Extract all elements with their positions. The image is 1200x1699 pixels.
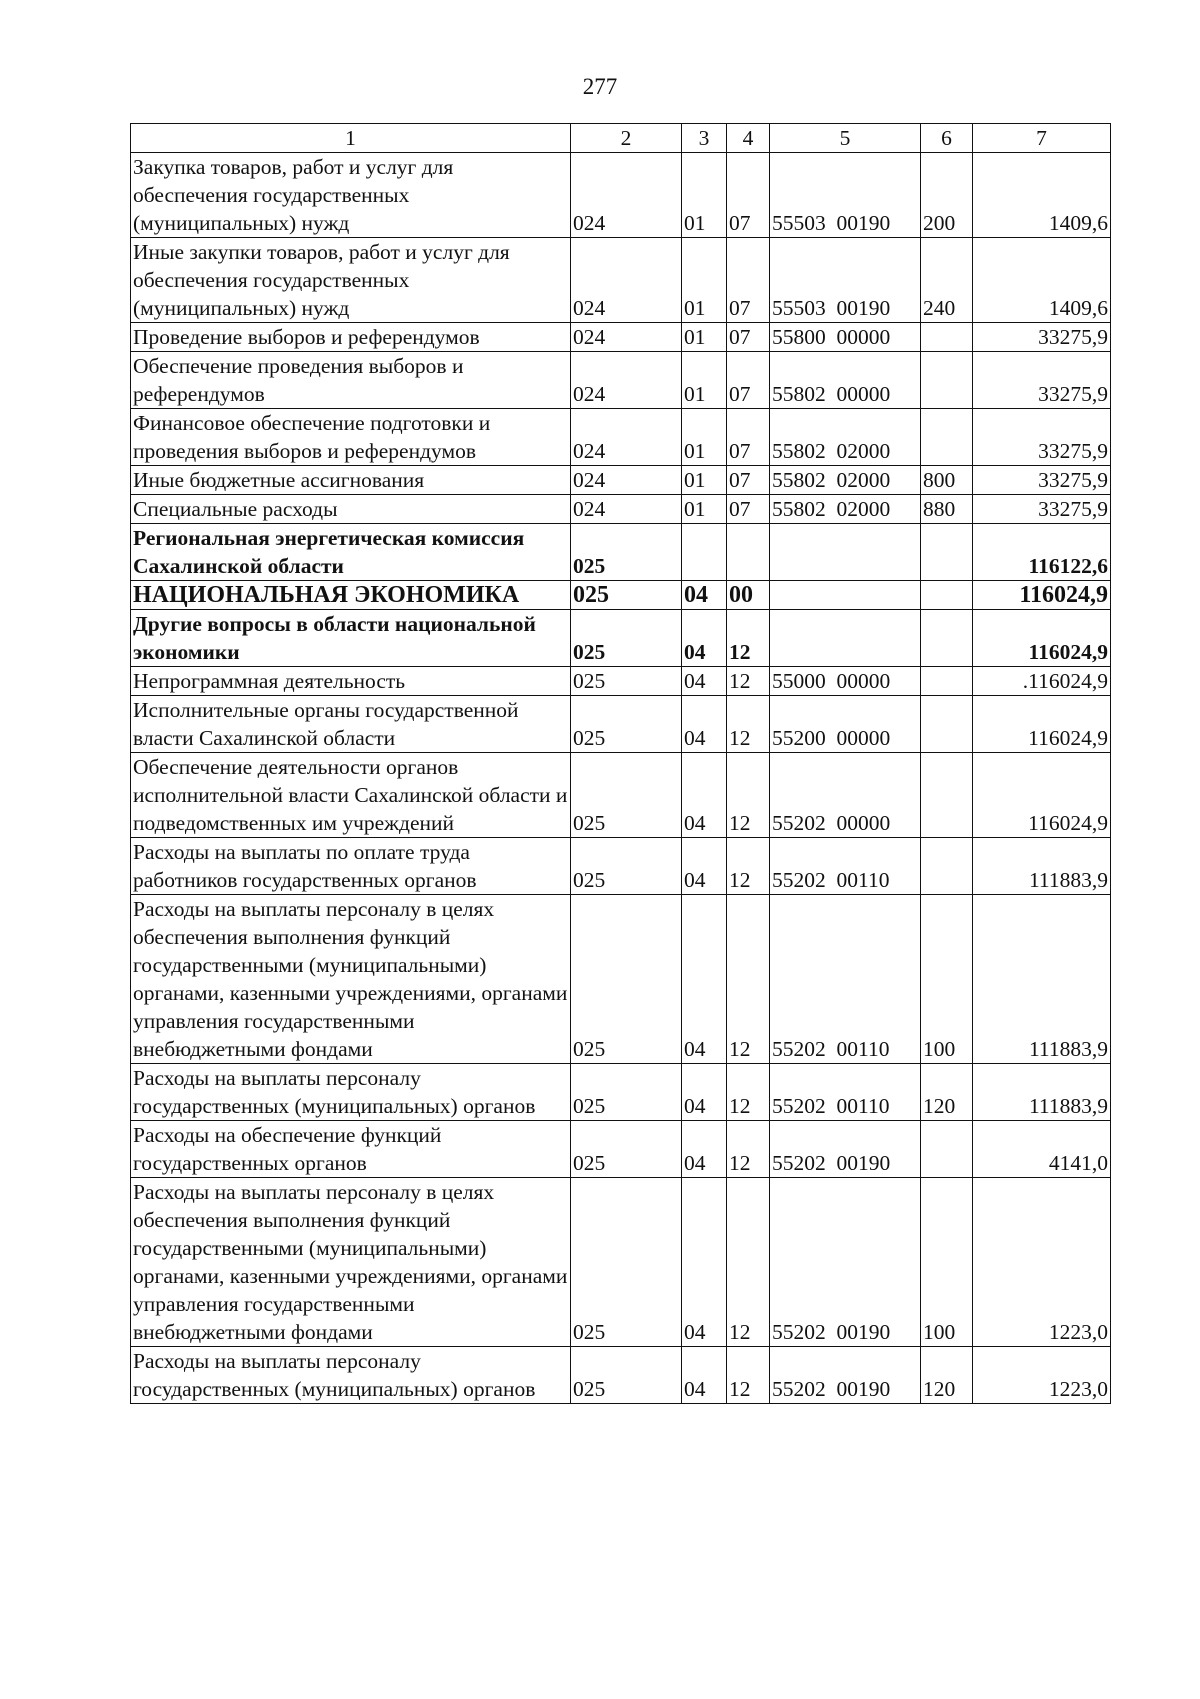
row-amount: 111883,9: [973, 895, 1111, 1064]
row-chapter-code: 025: [571, 1178, 682, 1347]
row-expense-type: [921, 838, 973, 895]
row-amount: 33275,9: [973, 409, 1111, 466]
row-name: Расходы на выплаты персоналу в целях обеспечения выполнения функций государственными (муниципальными) органами, казенными учреждениями, органами управления государственными внебюджетными фондами: [131, 1178, 571, 1347]
column-header: 3: [682, 124, 727, 153]
row-subsection-code: 12: [727, 696, 770, 753]
row-expense-type: [921, 524, 973, 581]
column-header: 4: [727, 124, 770, 153]
row-name: Специальные расходы: [131, 495, 571, 524]
header-row: [131, 124, 1111, 153]
row-expense-type: 100: [921, 1178, 973, 1347]
row-chapter-code: 025: [571, 581, 682, 610]
row-target-article: 55202 00110: [770, 895, 921, 1064]
row-amount: 116024,9: [973, 753, 1111, 838]
row-target-article: 55800 00000: [770, 323, 921, 352]
row-chapter-code: 024: [571, 495, 682, 524]
row-chapter-code: 025: [571, 895, 682, 1064]
row-subsection-code: 12: [727, 1064, 770, 1121]
budget-table: [130, 123, 1111, 1404]
table-row: [131, 352, 1111, 409]
row-chapter-code: 025: [571, 696, 682, 753]
row-chapter-code: 025: [571, 1347, 682, 1404]
row-chapter-code: 025: [571, 524, 682, 581]
row-section-code: 04: [682, 753, 727, 838]
table-row: [131, 323, 1111, 352]
row-amount: 1223,0: [973, 1347, 1111, 1404]
row-expense-type: 240: [921, 238, 973, 323]
row-subsection-code: 07: [727, 323, 770, 352]
column-header: 1: [131, 124, 571, 153]
table-row: [131, 610, 1111, 667]
column-header: 7: [973, 124, 1111, 153]
row-section-code: [682, 524, 727, 581]
row-amount: 111883,9: [973, 838, 1111, 895]
row-section-code: 04: [682, 1121, 727, 1178]
page-number: 277: [582, 74, 618, 99]
row-amount: 4141,0: [973, 1121, 1111, 1178]
row-amount: 111883,9: [973, 1064, 1111, 1121]
row-section-code: 04: [682, 696, 727, 753]
table-row: [131, 466, 1111, 495]
row-expense-type: [921, 352, 973, 409]
row-subsection-code: 07: [727, 466, 770, 495]
row-subsection-code: 12: [727, 1178, 770, 1347]
row-subsection-code: 12: [727, 838, 770, 895]
row-section-code: 04: [682, 610, 727, 667]
row-target-article: 55202 00000: [770, 753, 921, 838]
row-amount: 33275,9: [973, 495, 1111, 524]
row-expense-type: [921, 409, 973, 466]
row-section-code: 01: [682, 409, 727, 466]
row-name: Расходы на выплаты персоналу в целях обеспечения выполнения функций государственными (муниципальными) органами, казенными учреждениями, органами управления государственными внебюджетными фондами: [131, 895, 571, 1064]
table-row: [131, 838, 1111, 895]
row-expense-type: 120: [921, 1064, 973, 1121]
row-target-article: 55802 02000: [770, 466, 921, 495]
row-amount: 1223,0: [973, 1178, 1111, 1347]
row-amount: 116122,6: [973, 524, 1111, 581]
row-name: Закупка товаров, работ и услуг для обеспечения государственных (муниципальных) нужд: [131, 153, 571, 238]
row-chapter-code: 025: [571, 1121, 682, 1178]
table-row: [131, 581, 1111, 610]
row-target-article: [770, 610, 921, 667]
row-subsection-code: [727, 524, 770, 581]
table-row: [131, 153, 1111, 238]
row-target-article: 55503 00190: [770, 153, 921, 238]
row-subsection-code: 07: [727, 495, 770, 524]
row-name: НАЦИОНАЛЬНАЯ ЭКОНОМИКА: [131, 581, 571, 610]
row-target-article: 55202 00190: [770, 1121, 921, 1178]
row-target-article: 55802 02000: [770, 495, 921, 524]
row-name: Иные закупки товаров, работ и услуг для обеспечения государственных (муниципальных) нужд: [131, 238, 571, 323]
column-header: 6: [921, 124, 973, 153]
row-expense-type: [921, 1121, 973, 1178]
row-expense-type: [921, 753, 973, 838]
table-row: [131, 1178, 1111, 1347]
row-section-code: 01: [682, 323, 727, 352]
table-row: [131, 238, 1111, 323]
row-name: Непрограммная деятельность: [131, 667, 571, 696]
row-amount: 116024,9: [973, 581, 1111, 610]
row-amount: 116024,9: [973, 610, 1111, 667]
row-subsection-code: 07: [727, 238, 770, 323]
row-expense-type: 880: [921, 495, 973, 524]
row-name: Обеспечение проведения выборов и референдумов: [131, 352, 571, 409]
row-target-article: 55202 00190: [770, 1347, 921, 1404]
row-name: Исполнительные органы государственной власти Сахалинской области: [131, 696, 571, 753]
row-section-code: 01: [682, 153, 727, 238]
row-name: Расходы на обеспечение функций государственных органов: [131, 1121, 571, 1178]
row-chapter-code: 024: [571, 409, 682, 466]
row-subsection-code: 00: [727, 581, 770, 610]
row-expense-type: [921, 610, 973, 667]
table-row: [131, 667, 1111, 696]
row-expense-type: 120: [921, 1347, 973, 1404]
row-subsection-code: 12: [727, 1121, 770, 1178]
row-chapter-code: 024: [571, 323, 682, 352]
table-row: [131, 1121, 1111, 1178]
row-section-code: 04: [682, 1178, 727, 1347]
row-target-article: 55000 00000: [770, 667, 921, 696]
row-subsection-code: 07: [727, 153, 770, 238]
row-chapter-code: 024: [571, 238, 682, 323]
row-target-article: 55202 00190: [770, 1178, 921, 1347]
column-header: 2: [571, 124, 682, 153]
row-amount: 1409,6: [973, 153, 1111, 238]
row-name: Расходы на выплаты по оплате труда работников государственных органов: [131, 838, 571, 895]
table-row: [131, 1347, 1111, 1404]
row-chapter-code: 024: [571, 466, 682, 495]
table-row: [131, 895, 1111, 1064]
row-name: Обеспечение деятельности органов исполнительной власти Сахалинской области и подведомственных им учреждений: [131, 753, 571, 838]
row-chapter-code: 025: [571, 610, 682, 667]
table-row: [131, 495, 1111, 524]
row-name: Другие вопросы в области национальной экономики: [131, 610, 571, 667]
row-amount: 116024,9: [973, 696, 1111, 753]
table-row: [131, 409, 1111, 466]
row-target-article: 55802 00000: [770, 352, 921, 409]
row-section-code: 01: [682, 495, 727, 524]
row-target-article: [770, 524, 921, 581]
row-expense-type: [921, 323, 973, 352]
row-subsection-code: 07: [727, 352, 770, 409]
row-chapter-code: 024: [571, 352, 682, 409]
row-name: Региональная энергетическая комиссия Сахалинской области: [131, 524, 571, 581]
row-target-article: [770, 581, 921, 610]
row-name: Проведение выборов и референдумов: [131, 323, 571, 352]
row-section-code: 01: [682, 352, 727, 409]
row-expense-type: 800: [921, 466, 973, 495]
row-section-code: 01: [682, 238, 727, 323]
row-section-code: 04: [682, 581, 727, 610]
row-subsection-code: 07: [727, 409, 770, 466]
row-subsection-code: 12: [727, 610, 770, 667]
row-expense-type: 200: [921, 153, 973, 238]
row-name: Расходы на выплаты персоналу государственных (муниципальных) органов: [131, 1064, 571, 1121]
row-name: Расходы на выплаты персоналу государственных (муниципальных) органов: [131, 1347, 571, 1404]
row-chapter-code: 025: [571, 667, 682, 696]
row-amount: 1409,6: [973, 238, 1111, 323]
row-name: Финансовое обеспечение подготовки и проведения выборов и референдумов: [131, 409, 571, 466]
row-chapter-code: 025: [571, 1064, 682, 1121]
row-section-code: 04: [682, 895, 727, 1064]
row-expense-type: 100: [921, 895, 973, 1064]
column-header: 5: [770, 124, 921, 153]
row-subsection-code: 12: [727, 1347, 770, 1404]
row-expense-type: [921, 667, 973, 696]
table-row: [131, 524, 1111, 581]
row-name: Иные бюджетные ассигнования: [131, 466, 571, 495]
row-target-article: 55200 00000: [770, 696, 921, 753]
row-section-code: 04: [682, 1347, 727, 1404]
row-amount: 33275,9: [973, 323, 1111, 352]
table-row: [131, 753, 1111, 838]
row-subsection-code: 12: [727, 667, 770, 696]
table-row: [131, 696, 1111, 753]
row-target-article: 55202 00110: [770, 1064, 921, 1121]
row-section-code: 01: [682, 466, 727, 495]
row-chapter-code: 025: [571, 753, 682, 838]
row-target-article: 55202 00110: [770, 838, 921, 895]
table-row: [131, 1064, 1111, 1121]
row-subsection-code: 12: [727, 753, 770, 838]
row-section-code: 04: [682, 1064, 727, 1121]
row-chapter-code: 025: [571, 838, 682, 895]
row-amount: 33275,9: [973, 352, 1111, 409]
row-amount: .116024,9: [973, 667, 1111, 696]
row-subsection-code: 12: [727, 895, 770, 1064]
row-target-article: 55503 00190: [770, 238, 921, 323]
row-section-code: 04: [682, 838, 727, 895]
row-chapter-code: 024: [571, 153, 682, 238]
row-section-code: 04: [682, 667, 727, 696]
row-amount: 33275,9: [973, 466, 1111, 495]
row-expense-type: [921, 696, 973, 753]
row-expense-type: [921, 581, 973, 610]
row-target-article: 55802 02000: [770, 409, 921, 466]
